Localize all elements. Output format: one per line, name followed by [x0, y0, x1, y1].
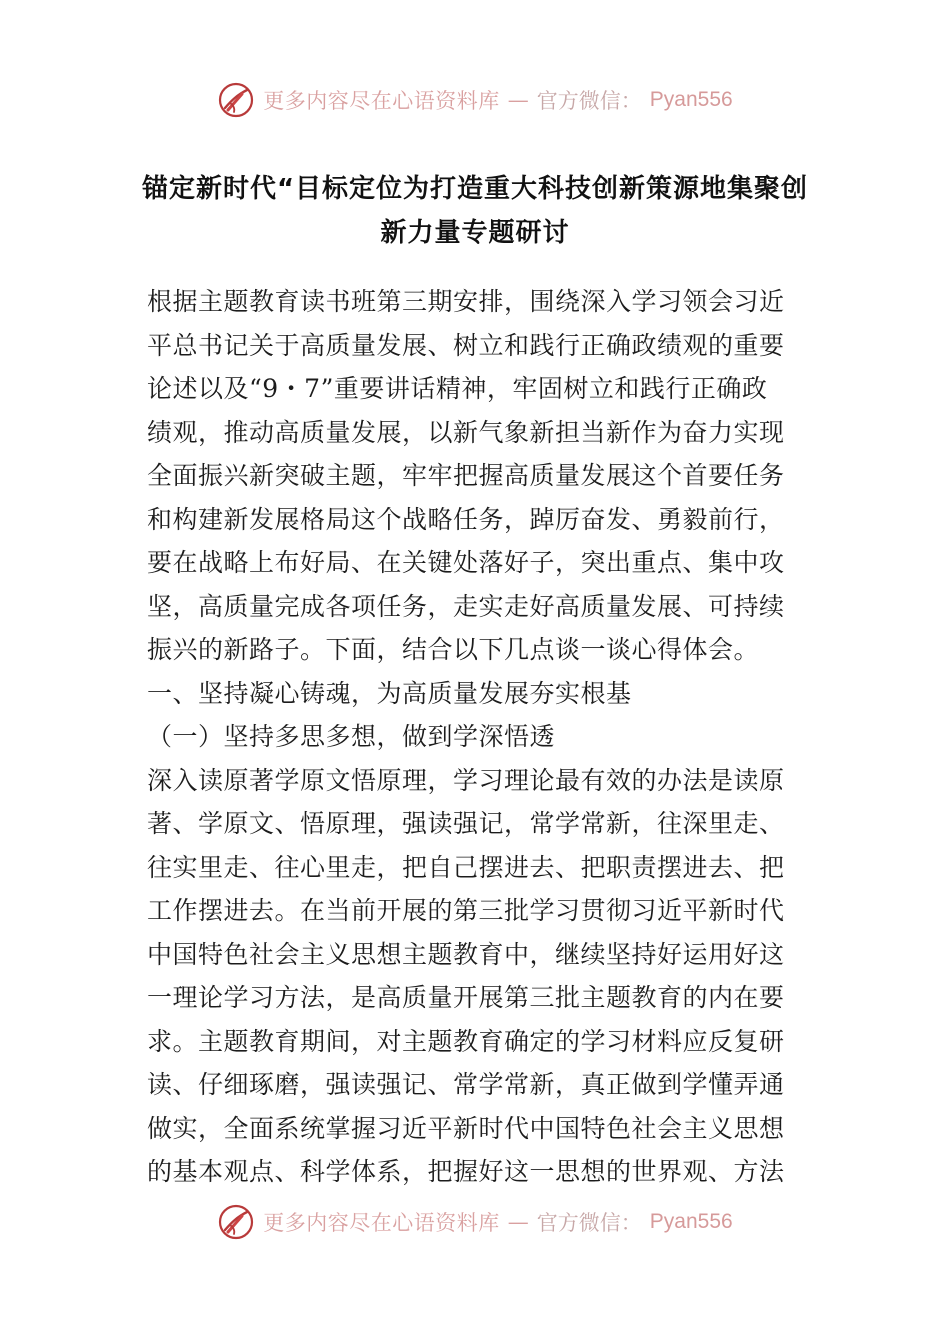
body-line: 振兴的新路子。下面，结合以下几点谈一谈心得体会。 [147, 635, 760, 664]
body-line: 全面振兴新突破主题，牢牢把握高质量发展这个首要任务 [147, 461, 785, 490]
body-line: 求。主题教育期间，对主题教育确定的学习材料应反复研 [147, 1026, 785, 1056]
body-line: 中国特色社会主义思想主题教育中，继续坚持好运用好这 [147, 939, 785, 969]
watermark-wechat-label: 官方微信： [536, 89, 642, 113]
body-line: 根据主题教育读书班第三期安排，围绕深入学习领会习近 [147, 287, 785, 316]
pen-circle-logo-icon [217, 1203, 255, 1241]
body-line: 著、学原文、悟原理，强读强记，常学常新，往深里走、 [147, 809, 785, 838]
body-line: 平总书记关于高质量发展、树立和践行正确政绩观的重要 [147, 330, 785, 360]
body-line: 绩观，推动高质量发展，以新气象新担当新作为奋力实现 [147, 417, 785, 447]
watermark-wechat-label: 官方微信： [536, 1211, 642, 1235]
footer-watermark [0, 1200, 950, 1244]
body-line: 深入读原著学原文悟原理，学习理论最有效的办法是读原 [147, 765, 785, 795]
body-line: 和构建新发展格局这个战略任务，踔厉奋发、勇毅前行， [147, 504, 785, 534]
watermark-separator: — [507, 88, 529, 112]
watermark-separator: — [507, 1210, 529, 1234]
body-line: 读、仔细琢磨，强读强记、常学常新，真正做到学懂弄通 [147, 1070, 785, 1099]
watermark-text: 更多内容尽在心语资料库 [263, 89, 500, 113]
body-line: 工作摆进去。在当前开展的第三批学习贯彻习近平新时代 [147, 896, 785, 925]
document-body [147, 280, 807, 1194]
body-line: 做实，全面系统掌握习近平新时代中国特色社会主义思想 [147, 1113, 785, 1143]
watermark-wechat-id: Pyan556 [649, 88, 733, 111]
document-title-line-1: 锚定新时代“目标定位为打造重大科技创新策源地集聚创 [141, 174, 809, 204]
body-line: 一理论学习方法，是高质量开展第三批主题教育的内在要 [147, 983, 785, 1012]
body-line: 要在战略上布好局、在关键处落好子，突出重点、集中攻 [147, 548, 785, 577]
watermark-text: 更多内容尽在心语资料库 [263, 1211, 500, 1235]
body-line: 往实里走、往心里走，把自己摆进去、把职责摆进去、把 [147, 852, 785, 882]
watermark-wechat-id: Pyan556 [649, 1210, 733, 1233]
pen-circle-logo-icon [217, 81, 255, 119]
body-line: 论述以及“9・7”重要讲话精神，牢固树立和践行正确政 [147, 374, 768, 403]
subsection-heading: （一）坚持多思多想，做到学深悟透 [147, 722, 556, 751]
section-heading: 一、坚持凝心铸魂，为高质量发展夯实根基 [147, 678, 632, 708]
body-line: 坚，高质量完成各项任务，走实走好高质量发展、可持续 [147, 591, 785, 621]
body-line: 的基本观点、科学体系，把握好这一思想的世界观、方法 [147, 1157, 785, 1186]
header-watermark [0, 78, 950, 122]
document-title-line-2: 新力量专题研讨 [380, 218, 570, 248]
